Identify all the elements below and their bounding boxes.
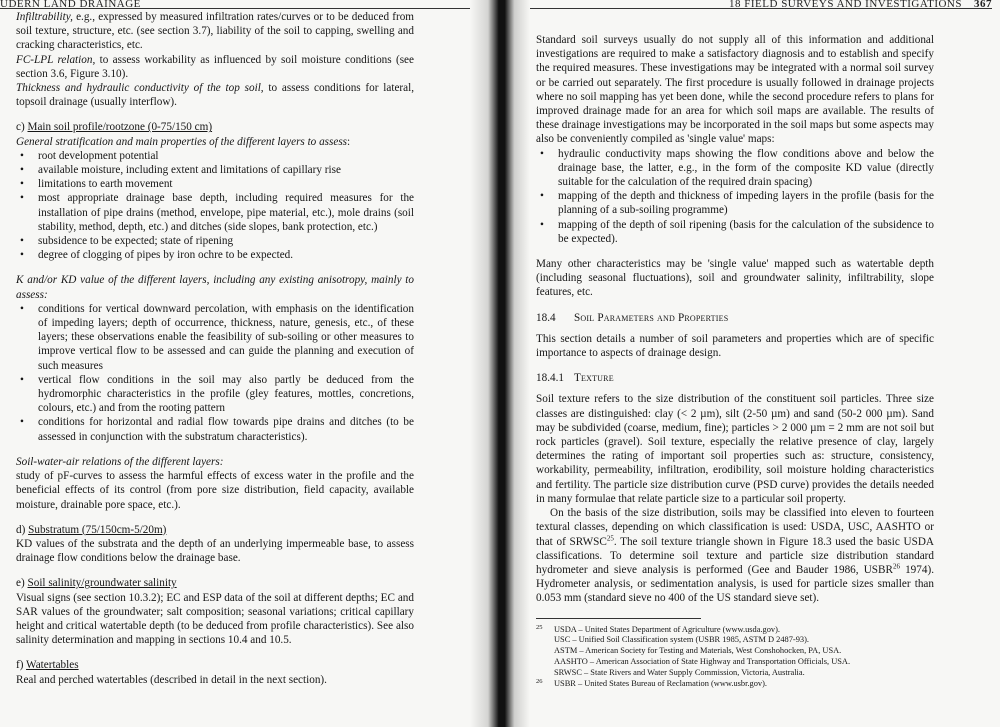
right-running-header-text: 18 FIELD SURVEYS AND INVESTIGATIONS	[729, 0, 962, 9]
list-item: • root development potential	[38, 149, 414, 163]
right-page	[500, 0, 1000, 727]
left-text-column	[16, 10, 414, 687]
section-18-4-1-heading: 18.4.1 Texture	[536, 372, 614, 385]
section-c-bullet-list	[16, 149, 414, 263]
soil-water-air-heading: Soil-water-air relations of the different layers:	[16, 455, 224, 468]
intro-infiltrability: Infiltrability, e.g., expressed by measured infiltration rates/curves or to be deduced from soil texture, structure, etc. (see section 3.7), liability of the soil to capping, swelling and cracking characteristics, etc.	[16, 11, 414, 52]
list-item: • vertical flow conditions in the soil may also partly be deduced from the hydromorphic characteristics in the profile (gley features, mottles, concretions, colours, etc.) and from the rooting pattern	[38, 373, 414, 416]
section-c-subheading: General stratification and main properties of the different layers to assess:	[16, 135, 351, 148]
other-characteristics-paragraph: Many other characteristics may be 'single value' mapped such as watertable depth (including seasonal fluctuations), soil and groundwater salinity, infiltrability, slope features, etc.	[536, 258, 934, 299]
left-running-header	[0, 0, 470, 9]
footnote-divider	[536, 618, 701, 619]
k-value-bullet-list	[16, 302, 414, 444]
page-number: 367	[974, 0, 992, 9]
section-d-text: KD values of the substrata and the depth of an underlying impermeable base, to assess drainage flow conditions below the drainage base.	[16, 537, 414, 565]
right-text-column	[536, 33, 934, 689]
texture-paragraph-2: On the basis of the size distribution, soils may be classified into eleven to fourteen textural classes, depending on which classification is used: USDA, USC, AASHTO or that of SRWSC$^{25}$. The soil texture triangle shown in Figure 18.3 used the basic USDA classifications. To determine soil texture and particle size distribution standard hydrometer and sieve analysis is performed (Gee and Bauder 1986, USBR$^{26}$ 1974). Hydrometer analysis, or sedimentation analysis, is used for particle sizes smaller than 0.053 mm (standard sieve no 400 of the US standard sieve set).	[536, 507, 934, 605]
footnote: 26 USBR – United States Bureau of Reclamation (www.usbr.gov).	[536, 677, 767, 688]
section-c-heading: c) Main soil profile/rootzone (0-75/150 cm)	[16, 121, 213, 134]
list-item: • limitations to earth movement	[38, 177, 414, 191]
list-item: • hydraulic conductivity maps showing the flow conditions above and below the drainage base, the latter, e.g., in the form of the composite KD value (directly suitable for the calculation of the required drain spacing)	[558, 147, 934, 190]
footnote: ASTM – American Society for Testing and Materials, West Conshohocken, PA, USA.	[554, 646, 842, 656]
left-running-header-text: UDERN LAND DRAINAGE	[0, 0, 141, 9]
soil-water-air-text: study of pF-curves to assess the harmful effects of excess water in the profile and the beneficial effects of its control (from pore size distribution, field capacity, available moisture, drainable pore space, etc.).	[16, 470, 414, 511]
list-item: • conditions for horizontal and radial flow towards pipe drains and ditches (to be assessed in conjunction with the substratum characteristics).	[38, 415, 414, 443]
section-e-heading: e) Soil salinity/groundwater salinity	[16, 577, 177, 590]
footnote: AASHTO – American Association of State Highway and Transportation Officials, USA.	[554, 656, 851, 666]
left-page	[0, 0, 492, 727]
texture-paragraph-1: Soil texture refers to the size distribution of the constituent soil particles. Three size classes are distinguished: clay (< 2 µm), silt (2-50 µm) and sand (50-2 000 µm). Sand may be subdivided (coarse, medium, fine); particles > 2 000 µm = 2 mm are not soil but rock particles (gravel). Soil texture, especially the relative presence of clay, largely determines the rating of important soil properties such as: structure, consistency, workability, permeability, infiltration, erodibility, soil moisture holding characteristics and fertility. The particle size distribution curve (PSD curve) provides the details needed in many formulae that relate particle size to a particular soil property.	[536, 393, 934, 505]
list-item: • subsidence to be expected; state of ripening	[38, 234, 414, 248]
intro-paragraph: Standard soil surveys usually do not supply all of this information and additional investigations are required to make a satisfactory diagnosis and to establish and specify the required measures. These investigations may be integrated with a normal soil survey or be carried out separately. The first procedure is usually followed in drainage projects where no soil mapping has yet been done, while the second procedure refers to plans for improved drainage made for an area for which soil maps are available. The results of these drainage investigations may be incorporated in the soil maps but some aspects may also be conveniently compiled as 'single value' maps:	[536, 34, 934, 146]
footnotes	[536, 625, 934, 690]
list-item: • available moisture, including extent and limitations of capillary rise	[38, 163, 414, 177]
list-item: • conditions for vertical downward percolation, with emphasis on the identification of impeding layers; depth of occurrence, thickness, nature, genesis, etc., of these layers; these observations enable the feasibility of sub-soiling or other measures to improve vertical flow to be assessed and can guide the planning and execution of such measures	[38, 302, 414, 373]
k-value-heading: K and/or KD value of the different layers, including any existing anisotropy, mainly to assess:	[16, 274, 414, 301]
intro-topsoil: Thickness and hydraulic conductivity of the top soil, to assess conditions for lateral, topsoil drainage (usually interflow).	[16, 82, 415, 109]
section-18-4-heading: 18.4 Soil Parameters and Properties	[536, 311, 729, 324]
single-value-map-list	[536, 147, 934, 246]
section-18-4-text: This section details a number of soil parameters and properties which are of specific importance to aspects of drainage design.	[536, 332, 934, 360]
list-item: • mapping of the depth of soil ripening (basis for the calculation of the subsidence to be expected).	[558, 218, 934, 246]
footnote: USC – Unified Soil Classification system (USBR 1985, ASTM D 2487-93).	[554, 635, 809, 645]
intro-fc-lpl: FC-LPL relation, to assess workability as influenced by soil moisture conditions (see section 3.6, Figure 3.10).	[16, 53, 414, 80]
list-item: • degree of clogging of pipes by iron ochre to be expected.	[38, 248, 414, 262]
list-item: • most appropriate drainage base depth, including required measures for the installation of pipe drains (method, envelope, pipe material, etc.), mole drains (soil stability, method, depth, etc.) and ditches (side slopes, bank protection, etc.)	[38, 191, 414, 234]
section-f-text: Real and perched watertables (described in detail in the next section).	[16, 673, 327, 686]
section-d-heading: d) Substratum (75/150cm-5/20m)	[16, 523, 167, 536]
section-e-text: Visual signs (see section 10.3.2); EC and ESP data of the soil at different depths; EC and SAR values of the groundwater; salt composition; seasonal variations; critical capillary height and critical watertable depth (to be deduced from profile characteristics). See also salinity determination and mapping in sections 10.4 and 10.5.	[16, 591, 414, 647]
book-gutter	[470, 0, 530, 727]
footnote: SRWSC – State Rivers and Water Supply Commission, Victoria, Australia.	[554, 667, 805, 677]
list-item: • mapping of the depth and thickness of impeding layers in the profile (basis for the planning of a sub-soiling programme)	[558, 189, 934, 217]
footnote: 25 USDA – United States Department of Agriculture (www.usda.gov).	[536, 623, 781, 634]
right-running-header	[530, 0, 992, 9]
section-f-heading: f) Watertables	[16, 659, 79, 672]
